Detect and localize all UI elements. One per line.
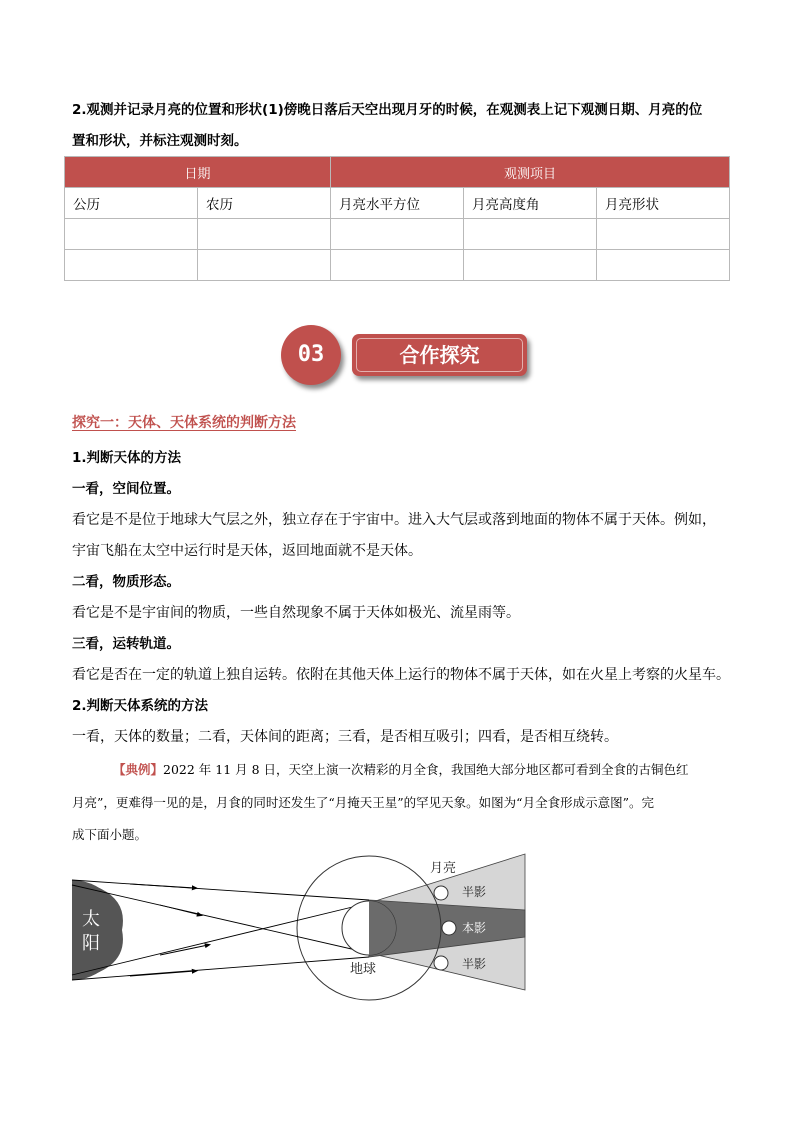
table-cell[interactable] — [65, 219, 198, 250]
table-row — [65, 219, 730, 250]
example-tag: 【典例】 — [113, 762, 164, 777]
look1-text-a: 看它是不是位于地球大气层之外，独立存在于宇宙中。进入大气层或落到地面的物体不属于天体。例如， — [72, 512, 716, 528]
table-row — [65, 250, 730, 281]
table-header-row — [65, 157, 730, 188]
table-cell[interactable] — [464, 250, 597, 281]
table-cell[interactable] — [65, 250, 198, 281]
sun-ray — [72, 880, 369, 900]
system-method-text: 一看，天体的数量；二看，天体间的距离；三看，是否相互吸引；四看，是否相互绕转。 — [72, 729, 618, 745]
sun-ray — [72, 957, 369, 980]
example-line-3: 成下面小题。 — [72, 827, 148, 842]
look2-title: 二看，物质形态。 — [72, 574, 180, 590]
column-moon-shape: 月亮形状 — [597, 188, 730, 219]
inquiry-heading: 探究一：天体、天体系统的判断方法 — [72, 415, 296, 431]
column-moon-altitude: 月亮高度角 — [464, 188, 597, 219]
ray-arrow — [130, 971, 195, 976]
moon-penumbra-bottom — [434, 956, 448, 970]
header-date: 日期 — [65, 157, 331, 188]
table-cell[interactable] — [597, 250, 730, 281]
earth-label: 地球 — [350, 962, 377, 977]
table-cell[interactable] — [198, 250, 331, 281]
table-cell[interactable] — [331, 250, 464, 281]
table-column-row — [65, 188, 730, 219]
intro-line-1: 2.观测并记录月亮的位置和形状(1)傍晚日落后天空出现月牙的时候，在观测表上记下观测日期、月亮的位 — [72, 102, 703, 118]
ray-arrow — [160, 945, 208, 955]
example-line-1-text: 2022 年 11 月 8 日，天空上演一次精彩的月全食，我国绝大部分地区都可看到全食的古铜色红 — [163, 762, 689, 777]
look2-text: 看它是不是宇宙间的物质，一些自然现象不属于天体如极光、流星雨等。 — [72, 605, 520, 621]
section-number: 03 — [297, 342, 325, 367]
moon-penumbra-top — [434, 886, 448, 900]
example-line-2: 月亮”，更难得一见的是，月食的同时还发生了“月掩天王星”的罕见天象。如图为“月全食形成示意图”。完 — [72, 795, 654, 810]
header-observation-items: 观测项目 — [331, 157, 730, 188]
section-title: 合作探究 — [399, 343, 480, 367]
table-cell[interactable] — [464, 219, 597, 250]
intro-line-2: 置和形状，并标注观测时刻。 — [72, 133, 248, 149]
umbra-label: 本影 — [462, 921, 487, 935]
lunar-eclipse-diagram — [60, 845, 540, 1010]
method-heading-celestial-body: 1.判断天体的方法 — [72, 450, 182, 466]
sun-label-2: 阳 — [82, 933, 100, 954]
example-line-1 — [113, 760, 689, 780]
column-lunar: 农历 — [198, 188, 331, 219]
moon-label: 月亮 — [430, 861, 457, 876]
ray-arrow — [160, 905, 200, 915]
table-cell[interactable] — [331, 219, 464, 250]
column-moon-azimuth: 月亮水平方位 — [331, 188, 464, 219]
method-heading-celestial-system: 2.判断天体系统的方法 — [72, 698, 209, 714]
observation-table — [64, 156, 730, 281]
table-cell[interactable] — [597, 219, 730, 250]
moon-umbra — [442, 921, 456, 935]
look3-text: 看它是否在一定的轨道上独自运转。依附在其他天体上运行的物体不属于天体，如在火星上考察的火星车。 — [72, 667, 730, 683]
ray-arrow — [130, 884, 195, 888]
table-cell[interactable] — [198, 219, 331, 250]
look3-title: 三看，运转轨道。 — [72, 636, 180, 652]
look1-text-b: 宇宙飞船在太空中运行时是天体，返回地面就不是天体。 — [72, 543, 422, 559]
column-gregorian: 公历 — [65, 188, 198, 219]
penumbra-bottom-label: 半影 — [462, 957, 487, 971]
sun-label-1: 太 — [82, 909, 100, 930]
penumbra-top-label: 半影 — [462, 885, 487, 899]
look1-title: 一看，空间位置。 — [72, 481, 180, 497]
